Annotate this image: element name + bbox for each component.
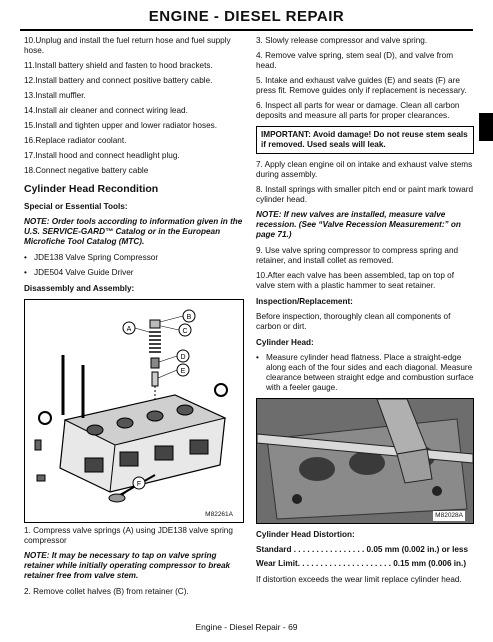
- step-2: 2. Remove collet halves (B) from retainer (C).: [24, 587, 189, 596]
- page-footer: Engine - Diesel Repair - 69: [195, 622, 298, 632]
- step-4: 4. Remove valve spring, stem seal (D), and valve from head.: [256, 51, 454, 70]
- step-10-right: 10.After each valve has been assembled, tap on top of valve stem with a plastic hammer to seat retainer.: [256, 271, 454, 290]
- svg-text:E: E: [180, 368, 186, 375]
- inspection-heading: Inspection/Replacement:: [256, 297, 353, 306]
- svg-text:D: D: [180, 354, 186, 361]
- step-5: 5. Intake and exhaust valve guides (E) and seats (F) are press fit. Remove guides only if replacement is necessary.: [256, 76, 467, 95]
- straight-edge-photo: [256, 398, 474, 524]
- exploded-cylinder-head-figure: [24, 299, 244, 523]
- left-column: [24, 36, 244, 602]
- cylinder-head-flatness-photo: [257, 399, 473, 523]
- spec-standard: Standard . . . . . . . . . . . . . . . . 0.05 mm (0.002 in.) or less: [256, 545, 469, 554]
- callout-c: [161, 324, 191, 336]
- step-1: 1. Compress valve springs (A) using JDE138 valve spring compressor: [24, 526, 233, 545]
- figure-caption: M82028A: [435, 512, 463, 519]
- note-tap-retainer: NOTE: It may be necessary to tap on valve spring retainer while initially operating compressor to break retainer free from valve stem.: [24, 551, 231, 580]
- distortion-heading: Cylinder Head Distortion:: [256, 530, 355, 539]
- step-18: 18.Connect negative battery cable: [24, 166, 149, 175]
- spec-wear-limit: Wear Limit. . . . . . . . . . . . . . . . . . . . . 0.15 mm (0.006 in.): [256, 559, 467, 568]
- tools-note: NOTE: Order tools according to information given in the U.S. SERVICE-GARD™ Catalog or in the European Microfiche Tool Catalog (MTC).: [24, 217, 243, 246]
- step-15: 15.Install and tighten upper and lower radiator hoses.: [24, 121, 217, 130]
- callout-b: [160, 310, 195, 322]
- right-column: [256, 36, 474, 590]
- callout-d: [159, 350, 189, 362]
- page-title: ENGINE - DIESEL REPAIR: [148, 8, 345, 25]
- inspection-text: Before inspection, thoroughly clean all components of carbon or dirt.: [256, 312, 451, 331]
- disassembly-heading: Disassembly and Assembly:: [24, 284, 135, 293]
- note-valve-recession: NOTE: If new valves are installed, measure valve recession. (See “Valve Recession Measurement:” on page 71.): [256, 210, 461, 239]
- header-rule: [20, 29, 473, 31]
- callout-a: [123, 322, 149, 334]
- section-heading: Cylinder Head Recondition: [24, 183, 159, 195]
- svg-text:C: C: [182, 328, 188, 335]
- step-12: 12.Install battery and connect positive battery cable.: [24, 76, 213, 85]
- step-3: 3. Slowly release compressor and valve spring.: [256, 36, 428, 45]
- step-7: 7. Apply clean engine oil on intake and exhaust valve stems during assembly.: [256, 160, 473, 179]
- tool-item: • JDE504 Valve Guide Driver: [24, 268, 244, 278]
- step-11: 11.Install battery shield and fasten to hood brackets.: [24, 61, 213, 70]
- step-13: 13.Install muffler.: [24, 91, 86, 100]
- tool-item: • JDE138 Valve Spring Compressor: [24, 253, 244, 263]
- callout-e: [158, 364, 189, 378]
- important-box: IMPORTANT: Avoid damage! Do not reuse stem seals if removed. Used seals will leak.: [256, 126, 474, 154]
- step-6: 6. Inspect all parts for wear or damage. Clean all carbon deposits and measure all parts for proper clearances.: [256, 101, 460, 120]
- step-9: 9. Use valve spring compressor to compress spring and retainer, and install collet as removed.: [256, 246, 459, 265]
- svg-text:F: F: [136, 481, 142, 488]
- cylinder-head-heading: Cylinder Head:: [256, 338, 314, 347]
- page-header: [20, 8, 473, 25]
- reassembly-steps: [24, 36, 244, 176]
- distortion-text: If distortion exceeds the wear limit replace cylinder head.: [256, 575, 462, 584]
- step-8: 8. Install springs with smaller pitch end or paint mark toward cylinder head.: [256, 185, 474, 204]
- cylinder-head-bullet: • Measure cylinder head flatness. Place a straight-edge along each of the four sides and each diagonal. Measure clearance between straight edge and combustion surface with a feeler gauge.: [256, 353, 474, 393]
- step-14: 14.Install air cleaner and connect wiring lead.: [24, 106, 188, 115]
- exploded-view-illustration: [25, 300, 243, 522]
- svg-text:A: A: [126, 326, 132, 333]
- svg-text:B: B: [186, 314, 192, 321]
- step-16: 16.Replace radiator coolant.: [24, 136, 127, 145]
- tools-heading: Special or Essential Tools:: [24, 202, 128, 211]
- step-10: 10.Unplug and install the fuel return hose and fuel supply hose.: [24, 36, 231, 55]
- step-17: 17.Install hood and connect headlight plug.: [24, 151, 180, 160]
- section-tab-marker: [479, 113, 493, 141]
- figure-caption: M82261A: [205, 511, 233, 518]
